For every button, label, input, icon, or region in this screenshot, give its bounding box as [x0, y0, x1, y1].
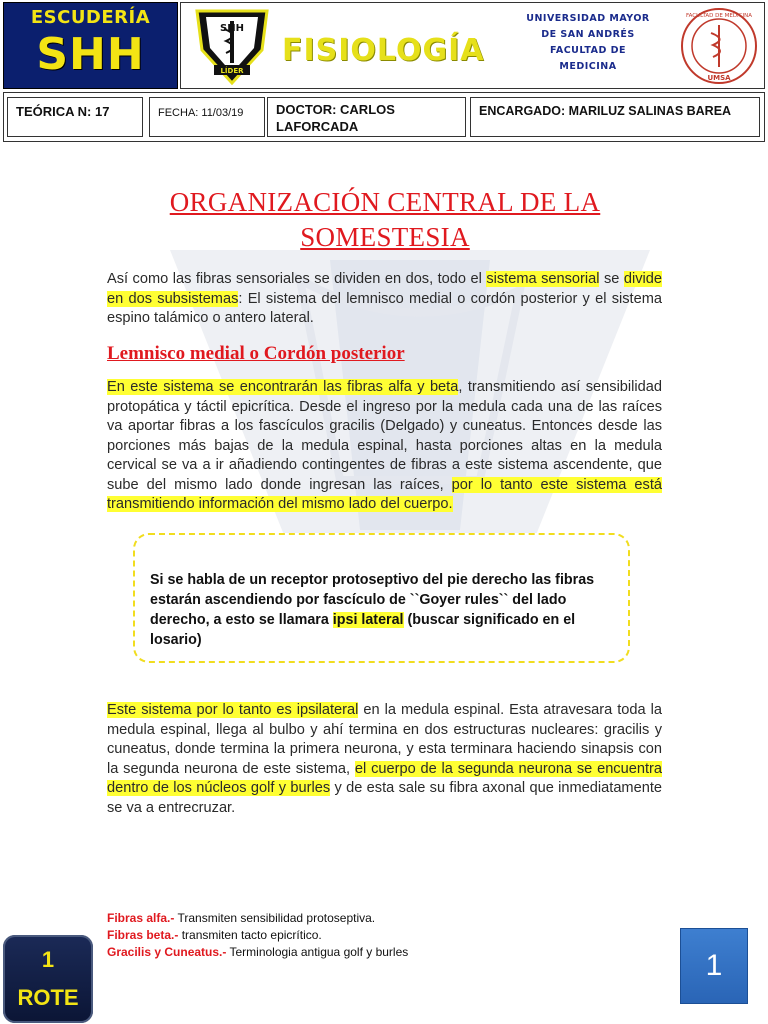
faculty-seal-icon: [680, 7, 758, 85]
encargado-label: ENCARGADO: MARILUZ SALINAS BAREA: [479, 104, 732, 118]
footnote-text: transmiten tacto epicrítico.: [178, 928, 322, 942]
footnote-label: Gracilis y Cuneatus.-: [107, 945, 227, 959]
intro-text-c: se: [599, 271, 624, 287]
intro-text-e: : El sistema del lemnisco medial o cordón posterior y el sistema espino talámico o antero lateral.: [107, 290, 662, 326]
teorica-cell: [7, 97, 143, 137]
footnotes: [107, 910, 408, 961]
teorica-label: TEÓRICA N: 17: [16, 104, 110, 119]
emblem-motto: LÍDER: [220, 67, 244, 75]
doctor-label: DOCTOR: CARLOS LAFORCADA: [276, 102, 395, 134]
para1-text-b: , transmitiendo así sensibilidad protopática y táctil epicrítica. Desde el ingreso por la medula cada una de las raíces va aportar fibras a los fascículos gracilis (Delgado) y cuneatus. Entonces desde las porciones más bajas de la medula espinal, hasta porciones altas en la medula cervical se va a ir añadiendo contingentes de fibras a este sistema ascendente, que sube del mismo lado donde ingresan las raíces,: [107, 379, 663, 493]
intro-highlight-1: sistema sensorial: [486, 271, 600, 287]
subject-title: FISIOLOGÍA: [282, 33, 485, 68]
university-name: UNIVERSIDAD MAYOR DE SAN ANDRÉS FACULTAD DE MEDICINA: [526, 13, 650, 72]
rote-label: ROTE: [17, 985, 79, 1010]
footnote-label: Fibras alfa.-: [107, 911, 175, 925]
intro-highlight-2: divide en dos subsistemas: [107, 271, 662, 307]
shield-emblem-icon: [192, 5, 272, 85]
school-logo-block: [3, 2, 178, 89]
rote-number: 1: [41, 947, 55, 972]
para1-highlight-2: por lo tanto este sistema está transmitiendo información del mismo lado del cuerpo.: [107, 476, 662, 512]
footnote-label: Fibras beta.-: [107, 928, 179, 942]
intro-paragraph: [107, 270, 662, 329]
doctor-cell: [267, 97, 466, 137]
para1-highlight-1: En este sistema se encontrarán las fibras alfa y beta: [107, 379, 459, 395]
emblem-text: SHH: [220, 23, 244, 34]
footnote-item: [107, 910, 408, 927]
para2-text-b: en la medula espinal. Esta atravesara toda la medula espinal, llega al bulbo y ahí termina en dos estructuras nucleares: gracilis y cuneatus, donde termina la primera neurona, y esta terminara haciendo sinapsis con la segunda neurona de este sistema,: [107, 702, 663, 777]
callout-text-c: (buscar significado en el losario): [150, 612, 576, 648]
section-title: Lemnisco medial o Cordón posterior: [107, 343, 405, 364]
intro-text-a: Así como las fibras sensoriales se dividen en dos, todo el: [107, 271, 487, 287]
callout-text-a: Si se habla de un receptor protoseptivo del pie derecho las fibras estarán ascendiendo por fascículo de ``Goyer rules`` del lado derecho, a esto se llamara: [150, 572, 595, 628]
callout-highlight: ipsi lateral: [332, 612, 404, 628]
fecha-cell: [149, 97, 265, 137]
encargado-cell: [470, 97, 760, 137]
para2-highlight-2: el cuerpo de la segunda neurona se encuentra dentro de los núcleos golf y burles: [107, 760, 662, 796]
school-line1: ESCUDERÍA: [30, 7, 151, 28]
footnote-item: [107, 927, 408, 944]
footnote-text: Terminologia antigua golf y burles: [226, 945, 409, 959]
paragraph-2: [107, 701, 662, 818]
para2-highlight-1: Este sistema por lo tanto es ipsilateral: [107, 702, 359, 718]
page-number: 1: [680, 928, 748, 1004]
footnote-item: [107, 944, 408, 961]
para2-text-d: y de esta sale su fibra axonal que inmediatamente se va a entrecruzar.: [107, 780, 662, 816]
seal-text-bottom: UMSA: [707, 74, 731, 82]
paragraph-1: [107, 378, 662, 515]
rote-badge: [3, 935, 93, 1023]
callout-text: [150, 570, 620, 650]
seal-text-top: FACULTAD DE MEDICINA: [685, 13, 753, 19]
document-title: ORGANIZACIÓN CENTRAL DE LA SOMESTESIA: [169, 187, 601, 252]
school-line2: SHH: [36, 29, 145, 80]
footnote-text: Transmiten sensibilidad protoseptiva.: [174, 911, 376, 925]
fecha-label: FECHA: 11/03/19: [158, 107, 244, 119]
